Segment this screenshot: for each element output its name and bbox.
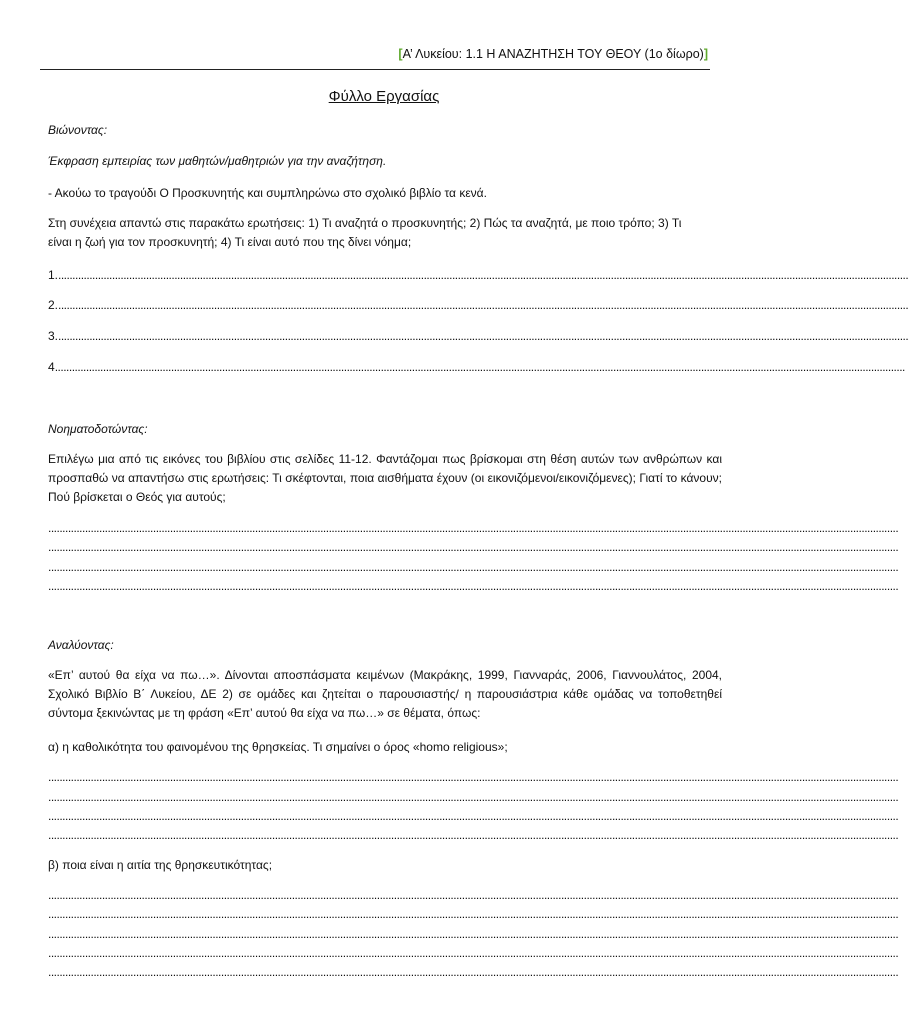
page-title: Φύλλο Εργασίας: [328, 88, 440, 105]
answer-line-3[interactable]: 3.............................................................................................................................................................................................................................................................................................................: [48, 329, 908, 343]
answer-line-s2-4[interactable]: ............................................................................................................................................................................................................................................................................................................: [48, 579, 899, 593]
section1-intro: Έκφραση εμπειρίας των μαθητών/μαθητριών για την αναζήτηση.: [48, 154, 387, 168]
answer-line-1[interactable]: 1.............................................................................................................................................................................................................................................................................................................: [48, 268, 908, 282]
answer-label-2: 2.: [48, 298, 59, 312]
answer-line-a-1[interactable]: ............................................................................................................................................................................................................................................................................................................: [48, 770, 899, 784]
answer-label-3: 3.: [48, 329, 59, 343]
section1-task: - Ακούω το τραγούδι Ο Προσκυνητής και συμπληρώνω στο σχολικό βιβλίο τα κενά.: [48, 186, 487, 200]
answer-line-b-5[interactable]: ............................................................................................................................................................................................................................................................................................................: [48, 965, 899, 979]
section-heading-analyontas: Αναλύοντας:: [48, 638, 114, 652]
answer-line-2[interactable]: 2.............................................................................................................................................................................................................................................................................................................: [48, 298, 908, 312]
answer-label-1: 1.: [48, 268, 59, 282]
section3-text: «Επ’ αυτού θα είχα να πω…». Δίνονται αποσπάσματα κειμένων (Μακράκης, 1999, Γιανναράς, 2006, Γιαννουλάτος, 2004, Σχολικό Βιβλίο Β΄ Λυκείου, ΔΕ 2) σε ομάδες και ζητείται ο παρουσιαστής/ η παρουσιάστρια κάθε ομάδας να τοποθετηθεί σύντομα ξεκινώντας με τη φράση «Επ’ αυτού θα είχα να πω…» σε θέματα, όπως:: [48, 668, 722, 720]
answer-line-b-4[interactable]: ............................................................................................................................................................................................................................................................................................................: [48, 946, 899, 960]
section2-text: Επιλέγω μια από τις εικόνες του βιβλίου στις σελίδες 11-12. Φαντάζομαι πως βρίσκομαι στη θέση αυτών των ανθρώπων και προσπαθώ να απαντήσω στις ερωτήσεις: Τι σκέφτονται, ποια αισθήματα έχουν (οι εικονιζόμενοι/εικονιζόμενες); Γιατί το κάνουν; Πού βρίσκεται ο Θεός για αυτούς;: [48, 452, 722, 504]
answer-line-s2-1[interactable]: ............................................................................................................................................................................................................................................................................................................: [48, 521, 899, 535]
answer-line-b-3[interactable]: ............................................................................................................................................................................................................................................................................................................: [48, 927, 899, 941]
question-a: α) η καθολικότητα του φαινομένου της θρησκείας. Τι σημαίνει ο όρος «homo religious»;: [48, 740, 508, 754]
question-b: β) ποια είναι η αιτία της θρησκευτικότητας;: [48, 858, 273, 872]
answer-line-s2-3[interactable]: ............................................................................................................................................................................................................................................................................................................: [48, 560, 899, 574]
section-heading-biwnontas: Βιώνοντας:: [48, 123, 108, 137]
page-header: [398, 47, 708, 61]
answer-label-4: 4: [48, 360, 55, 374]
header-bracket-close: ]: [703, 47, 708, 61]
header-rule: [40, 69, 710, 70]
section1-questions: Στη συνέχεια απαντώ στις παρακάτω ερωτήσεις: 1) Τι αναζητά ο προσκυνητής; 2) Πώς τα αναζητά, με ποιο τρόπο; 3) Τι είναι η ζωή για τον προσκυνητή; 4) Τι είναι αυτό που της δίνει νόημα;: [48, 216, 682, 249]
header-text: Α’ Λυκείου: 1.1 Η ΑΝΑΖΗΤΗΣΗ ΤΟΥ ΘΕΟΥ (1ο δίωρο): [402, 47, 704, 61]
answer-line-b-1[interactable]: ............................................................................................................................................................................................................................................................................................................: [48, 888, 899, 902]
answer-line-a-3[interactable]: ............................................................................................................................................................................................................................................................................................................: [48, 809, 899, 823]
section-heading-noimatodotontas: Νοηματοδοτώντας:: [48, 422, 148, 436]
answer-line-a-4[interactable]: ............................................................................................................................................................................................................................................................................................................: [48, 828, 899, 842]
header-bracket-open: [: [398, 47, 403, 61]
answer-line-4[interactable]: 4............................................................................................................................................................................................................................................................................................................: [48, 360, 905, 374]
answer-line-s2-2[interactable]: ............................................................................................................................................................................................................................................................................................................: [48, 540, 899, 554]
answer-line-a-2[interactable]: ............................................................................................................................................................................................................................................................................................................: [48, 790, 899, 804]
answer-line-b-2[interactable]: ............................................................................................................................................................................................................................................................................................................: [48, 907, 899, 921]
